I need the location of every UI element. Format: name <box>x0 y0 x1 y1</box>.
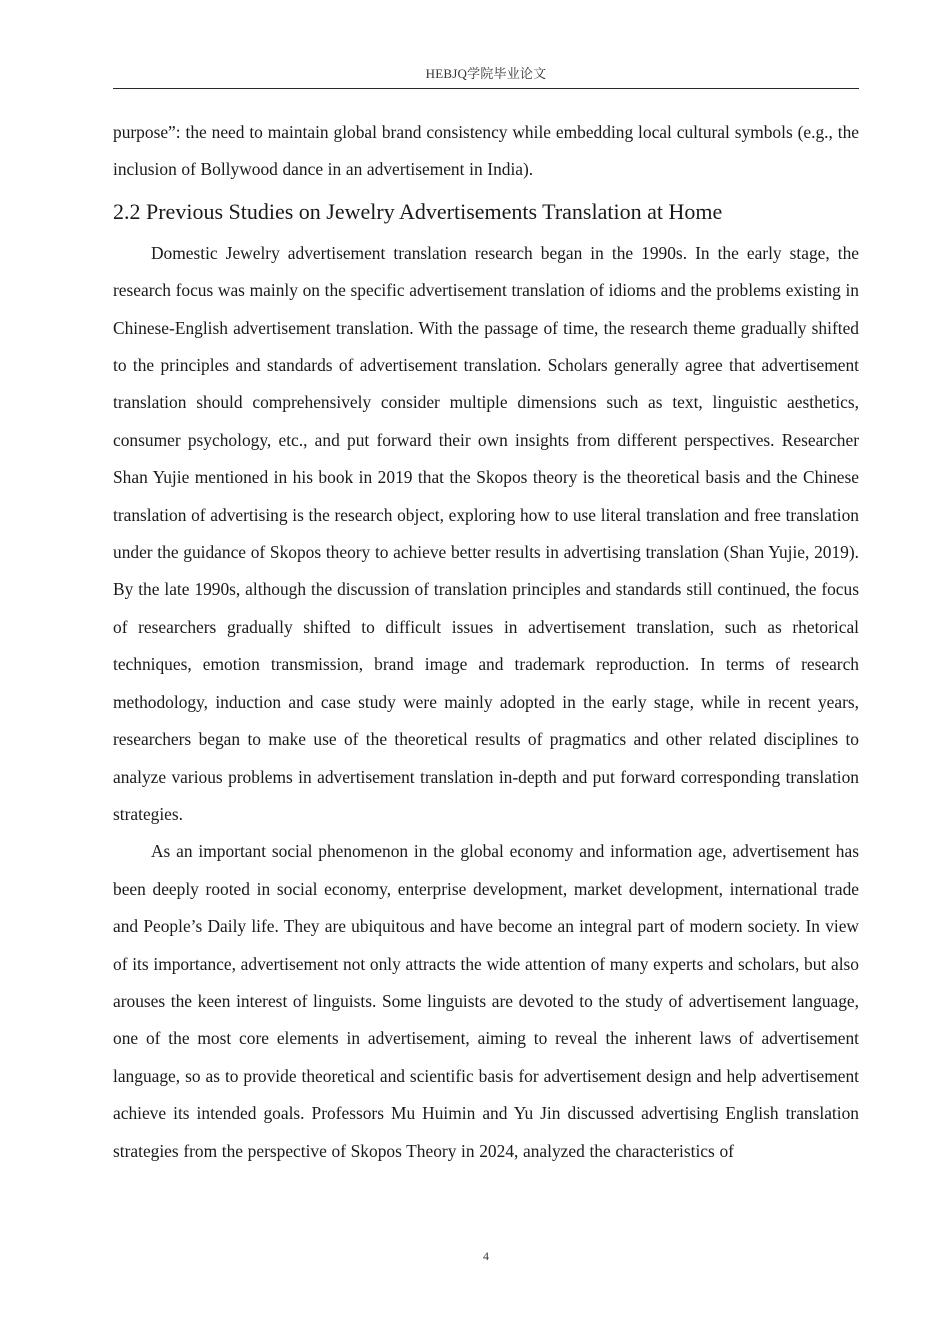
header-divider <box>113 88 859 89</box>
body-text <box>113 114 859 1170</box>
paragraph-advertisement-phenomenon: As an important social phenomenon in the global economy and information age, advertisement has been deeply rooted in social economy, enterprise development, market development, international trade and People’s Daily life. They are ubiquitous and have become an integral part of modern society. In view of its importance, advertisement not only attracts the wide attention of many experts and scholars, but also arouses the keen interest of linguists. Some linguists are devoted to the study of advertisement language, one of the most core elements in advertisement, aiming to reveal the inherent laws of advertisement language, so as to provide theoretical and scientific basis for advertisement design and help advertisement achieve its intended goals. Professors Mu Huimin and Yu Jin discussed advertising English translation strategies from the perspective of Skopos Theory in 2024, analyzed the characteristics of <box>113 841 859 1161</box>
running-header-title: HEBJQ学院毕业论文 <box>425 66 547 81</box>
section-heading: 2.2 Previous Studies on Jewelry Advertisements Translation at Home <box>113 198 723 224</box>
page-number: 4 <box>483 1249 489 1263</box>
paragraph-domestic-research: Domestic Jewelry advertisement translation research began in the 1990s. In the early stage, the research focus was mainly on the specific advertisement translation of idioms and the problems existing in Chinese-English advertisement translation. With the passage of time, the research theme gradually shifted to the principles and standards of advertisement translation. Scholars generally agree that advertisement translation should comprehensively consider multiple dimensions such as text, linguistic aesthetics, consumer psychology, etc., and put forward their own insights from different perspectives. Researcher Shan Yujie mentioned in his book in 2019 that the Skopos theory is the theoretical basis and the Chinese translation of advertising is the research object, exploring how to use literal translation and free translation under the guidance of Skopos theory to achieve better results in advertising translation (Shan Yujie, 2019). By the late 1990s, although the discussion of translation principles and standards still continued, the focus of researchers gradually shifted to difficult issues in advertisement translation, such as rhetorical techniques, emotion transmission, brand image and trademark reproduction. In terms of research methodology, induction and case study were mainly adopted in the early stage, while in recent years, researchers began to make use of the theoretical results of pragmatics and other related disciplines to analyze various problems in advertisement translation in-depth and put forward corresponding translation strategies. <box>113 242 859 824</box>
paragraph-continued: purpose”: the need to maintain global brand consistency while embedding local cultural symbols (e.g., the inclusion of Bollywood dance in an advertisement in India). <box>113 122 859 180</box>
